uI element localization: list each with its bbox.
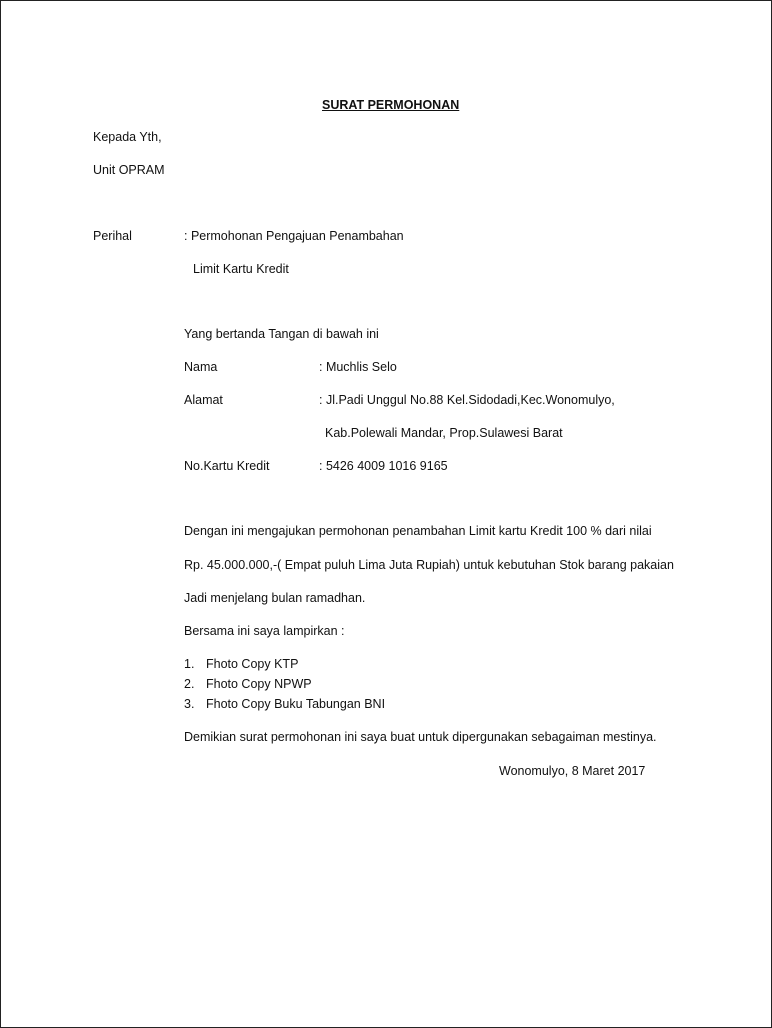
place-date: Wonomulyo, 8 Maret 2017: [499, 764, 646, 778]
letter-title: SURAT PERMOHONAN: [322, 98, 460, 112]
body-line-3: Jadi menjelang bulan ramadhan.: [184, 591, 366, 605]
address-value-1: : Jl.Padi Unggul No.88 Kel.Sidodadi,Kec.Wonomulyo,: [319, 393, 615, 407]
card-value: : 5426 4009 1016 9165: [319, 459, 448, 473]
card-label: No.Kartu Kredit: [184, 459, 270, 473]
attachment-item: Fhoto Copy NPWP: [206, 677, 312, 691]
attachment-number: 1.: [184, 657, 195, 671]
closing-text: Demikian surat permohonan ini saya buat untuk dipergunakan sebagaiman mestinya.: [184, 730, 657, 744]
body-line-2: Rp. 45.000.000,-( Empat puluh Lima Juta Rupiah) untuk kebutuhan Stok barang pakaian: [184, 558, 674, 572]
attachment-number: 3.: [184, 697, 195, 711]
recipient-line-1: Kepada Yth,: [93, 130, 162, 144]
attachments-heading: Bersama ini saya lampirkan :: [184, 624, 345, 638]
address-label: Alamat: [184, 393, 223, 407]
attachment-number: 2.: [184, 677, 195, 691]
intro-text: Yang bertanda Tangan di bawah ini: [184, 327, 379, 341]
body-line-1: Dengan ini mengajukan permohonan penambahan Limit kartu Kredit 100 % dari nilai: [184, 524, 652, 538]
name-label: Nama: [184, 360, 218, 374]
attachment-item: Fhoto Copy Buku Tabungan BNI: [206, 697, 386, 711]
subject-label: Perihal: [93, 229, 132, 243]
attachment-item: Fhoto Copy KTP: [206, 657, 299, 671]
recipient-line-2: Unit OPRAM: [93, 163, 165, 177]
address-value-2: Kab.Polewali Mandar, Prop.Sulawesi Barat: [325, 426, 563, 440]
subject-line-1: : Permohonan Pengajuan Penambahan: [184, 229, 404, 243]
name-value: : Muchlis Selo: [319, 360, 397, 374]
subject-line-2: Limit Kartu Kredit: [193, 262, 289, 276]
